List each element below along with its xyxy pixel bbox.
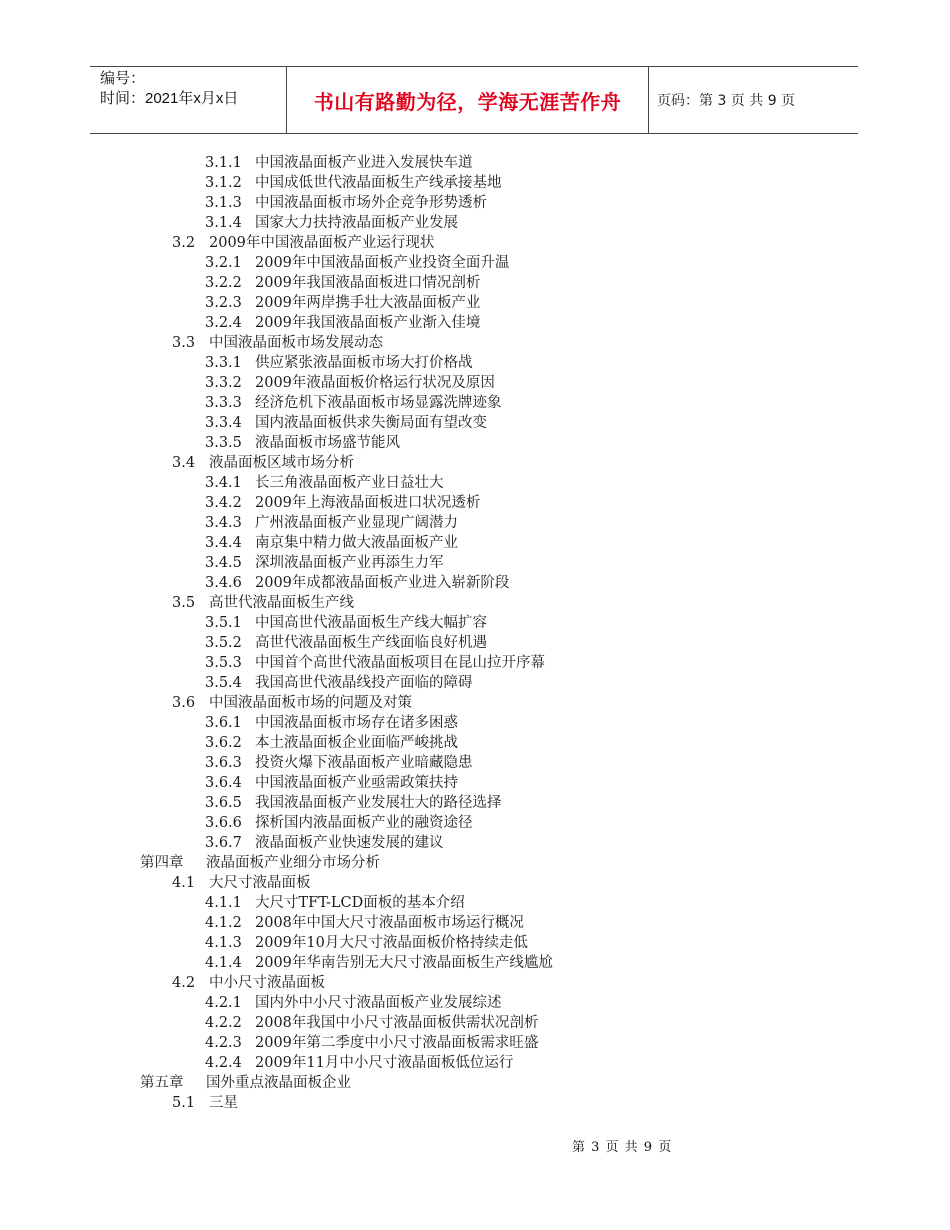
toc-entry-number: 4.2.3 bbox=[205, 1035, 242, 1051]
toc-entry-number: 3.6 bbox=[172, 695, 196, 711]
toc-entry bbox=[0, 353, 950, 373]
toc-entry bbox=[0, 1093, 950, 1113]
toc-entry-number: 3.1.4 bbox=[205, 215, 242, 231]
toc-entry-title: 2009年11月中小尺寸液晶面板低位运行 bbox=[255, 1055, 514, 1071]
toc-entry bbox=[0, 893, 950, 913]
toc-entry bbox=[0, 733, 950, 753]
toc-entry bbox=[0, 1013, 950, 1033]
toc-entry-number: 3.3 bbox=[172, 335, 196, 351]
toc-entry bbox=[0, 493, 950, 513]
toc-entry bbox=[0, 833, 950, 853]
toc-entry-title: 中国液晶面板市场外企竞争形势透析 bbox=[255, 195, 487, 211]
toc-entry-title: 中国液晶面板产业亟需政策扶持 bbox=[255, 775, 458, 791]
toc-entry bbox=[0, 593, 950, 613]
toc-entry bbox=[0, 1073, 950, 1093]
toc-entry-title: 2009年华南告别无大尺寸液晶面板生产线尴尬 bbox=[255, 955, 553, 971]
toc-entry bbox=[0, 293, 950, 313]
toc-entry-title: 2009年第二季度中小尺寸液晶面板需求旺盛 bbox=[255, 1035, 539, 1051]
toc-entry-number: 3.6.4 bbox=[205, 775, 242, 791]
toc-entry bbox=[0, 713, 950, 733]
toc-entry-number: 3.3.4 bbox=[205, 415, 242, 431]
toc-entry bbox=[0, 1053, 950, 1073]
code-label: 编号： bbox=[100, 70, 146, 87]
toc-entry-title: 本土液晶面板企业面临严峻挑战 bbox=[255, 735, 458, 751]
toc-entry-title: 投资火爆下液晶面板产业暗藏隐患 bbox=[255, 755, 473, 771]
toc-entry bbox=[0, 993, 950, 1013]
toc-entry-title: 2009年10月大尺寸液晶面板价格持续走低 bbox=[255, 935, 528, 951]
toc-entry-title: 南京集中精力做大液晶面板产业 bbox=[255, 535, 458, 551]
toc-entry-number: 第五章 bbox=[140, 1075, 184, 1091]
toc-entry bbox=[0, 333, 950, 353]
header-motto-cell bbox=[286, 67, 649, 133]
toc-entry-number: 4.2.1 bbox=[205, 995, 242, 1011]
toc-entry bbox=[0, 393, 950, 413]
toc-entry bbox=[0, 573, 950, 593]
toc-entry-title: 2009年中国液晶面板产业投资全面升温 bbox=[255, 255, 510, 271]
toc-entry-number: 4.2.4 bbox=[205, 1055, 242, 1071]
toc-entry-number: 3.6.3 bbox=[205, 755, 242, 771]
toc-entry bbox=[0, 813, 950, 833]
toc-entry bbox=[0, 453, 950, 473]
toc-entry-number: 3.4.5 bbox=[205, 555, 242, 571]
toc-entry bbox=[0, 413, 950, 433]
toc-entry bbox=[0, 473, 950, 493]
toc-entry-title: 2009年两岸携手壮大液晶面板产业 bbox=[255, 295, 481, 311]
toc-entry bbox=[0, 693, 950, 713]
toc-entry-title: 大尺寸TFT-LCD面板的基本介绍 bbox=[255, 895, 465, 911]
toc-entry-number: 4.1.4 bbox=[205, 955, 242, 971]
toc-entry-title: 液晶面板产业细分市场分析 bbox=[206, 855, 380, 871]
toc-entry-number: 3.6.5 bbox=[205, 795, 242, 811]
toc-entry-title: 中国液晶面板产业进入发展快车道 bbox=[255, 155, 473, 171]
toc-entry bbox=[0, 193, 950, 213]
toc-entry-title: 广州液晶面板产业显现广阔潜力 bbox=[255, 515, 458, 531]
toc-entry bbox=[0, 853, 950, 873]
toc-entry bbox=[0, 1033, 950, 1053]
page-number-label: 页码：第 3 页 共 9 页 bbox=[657, 93, 796, 109]
toc-entry bbox=[0, 753, 950, 773]
toc-entry-number: 3.2.3 bbox=[205, 295, 242, 311]
toc-entry-title: 大尺寸液晶面板 bbox=[209, 875, 311, 891]
toc-entry-title: 三星 bbox=[209, 1095, 238, 1111]
toc-entry-title: 国家大力扶持液晶面板产业发展 bbox=[255, 215, 458, 231]
toc-entry-title: 我国液晶面板产业发展壮大的路径选择 bbox=[255, 795, 502, 811]
toc-entry bbox=[0, 513, 950, 533]
toc-entry bbox=[0, 653, 950, 673]
toc-entry bbox=[0, 953, 950, 973]
toc-entry bbox=[0, 613, 950, 633]
toc-entry bbox=[0, 153, 950, 173]
toc-entry-title: 中国液晶面板市场存在诸多困惑 bbox=[255, 715, 458, 731]
toc-entry bbox=[0, 973, 950, 993]
toc-entry-number: 3.3.3 bbox=[205, 395, 242, 411]
toc-entry bbox=[0, 233, 950, 253]
toc-entry bbox=[0, 553, 950, 573]
toc-entry-title: 液晶面板市场盛节能风 bbox=[255, 435, 400, 451]
toc-entry-number: 3.2 bbox=[172, 235, 196, 251]
toc-entry-number: 4.1 bbox=[172, 875, 196, 891]
header-meta bbox=[90, 67, 286, 133]
toc-entry-title: 液晶面板区域市场分析 bbox=[209, 455, 354, 471]
toc-entry-title: 探析国内液晶面板产业的融资途径 bbox=[255, 815, 473, 831]
toc-entry-title: 国内液晶面板供求失衡局面有望改变 bbox=[255, 415, 487, 431]
toc-entry bbox=[0, 433, 950, 453]
toc-entry-title: 2008年我国中小尺寸液晶面板供需状况剖析 bbox=[255, 1015, 539, 1031]
toc-entry-number: 4.1.1 bbox=[205, 895, 242, 911]
toc-entry-number: 3.5 bbox=[172, 595, 196, 611]
toc-entry-number: 3.3.5 bbox=[205, 435, 242, 451]
toc-entry bbox=[0, 313, 950, 333]
toc-entry-title: 2009年液晶面板价格运行状况及原因 bbox=[255, 375, 495, 391]
toc-entry-title: 国外重点液晶面板企业 bbox=[206, 1075, 351, 1091]
toc-entry bbox=[0, 633, 950, 653]
toc-entry-title: 中国液晶面板市场的问题及对策 bbox=[209, 695, 412, 711]
toc-entry-number: 4.1.2 bbox=[205, 915, 242, 931]
toc-entry-title: 我国高世代液晶线投产面临的障碍 bbox=[255, 675, 473, 691]
toc-entry-title: 2009年中国液晶面板产业运行现状 bbox=[209, 235, 435, 251]
toc-entry bbox=[0, 673, 950, 693]
toc-entry-number: 3.3.2 bbox=[205, 375, 242, 391]
toc-entry-number: 3.5.4 bbox=[205, 675, 242, 691]
header-page-cell bbox=[649, 67, 858, 133]
toc-entry-number: 3.1.1 bbox=[205, 155, 242, 171]
toc-entry-number: 3.2.1 bbox=[205, 255, 242, 271]
toc-entry bbox=[0, 273, 950, 293]
toc-entry-title: 中国成低世代液晶面板生产线承接基地 bbox=[255, 175, 502, 191]
toc-entry-title: 2009年成都液晶面板产业进入崭新阶段 bbox=[255, 575, 510, 591]
toc-entry-title: 2009年我国液晶面板产业渐入佳境 bbox=[255, 315, 481, 331]
toc-entry-title: 2009年我国液晶面板进口情况剖析 bbox=[255, 275, 481, 291]
toc-entry-number: 3.2.4 bbox=[205, 315, 242, 331]
toc-entry-number: 3.1.3 bbox=[205, 195, 242, 211]
toc-entry-number: 3.6.2 bbox=[205, 735, 242, 751]
toc-entry bbox=[0, 373, 950, 393]
toc-entry-number: 4.1.3 bbox=[205, 935, 242, 951]
toc-entry-number: 3.4 bbox=[172, 455, 196, 471]
toc-entry bbox=[0, 533, 950, 553]
toc-entry-number: 3.4.1 bbox=[205, 475, 242, 491]
toc-entry-title: 中国液晶面板市场发展动态 bbox=[209, 335, 383, 351]
toc-entry-title: 国内外中小尺寸液晶面板产业发展综述 bbox=[255, 995, 502, 1011]
toc-entry-title: 2008年中国大尺寸液晶面板市场运行概况 bbox=[255, 915, 524, 931]
toc-entry-title: 长三角液晶面板产业日益壮大 bbox=[255, 475, 444, 491]
toc-entry-number: 3.4.6 bbox=[205, 575, 242, 591]
toc-entry bbox=[0, 793, 950, 813]
motto-text: 书山有路勤为径，学海无涯苦作舟 bbox=[313, 89, 622, 114]
toc-entry bbox=[0, 253, 950, 273]
toc-entry bbox=[0, 913, 950, 933]
toc-entry-number: 3.6.1 bbox=[205, 715, 242, 731]
toc-entry-number: 3.5.2 bbox=[205, 635, 242, 651]
toc-entry-number: 3.4.3 bbox=[205, 515, 242, 531]
table-of-contents bbox=[0, 153, 950, 1113]
toc-entry-number: 第四章 bbox=[140, 855, 184, 871]
toc-entry-title: 中国高世代液晶面板生产线大幅扩容 bbox=[255, 615, 487, 631]
toc-entry-title: 深圳液晶面板产业再添生力军 bbox=[255, 555, 444, 571]
toc-entry-number: 3.3.1 bbox=[205, 355, 242, 371]
toc-entry-number: 3.2.2 bbox=[205, 275, 242, 291]
toc-entry-number: 4.2 bbox=[172, 975, 196, 991]
toc-entry-number: 3.1.2 bbox=[205, 175, 242, 191]
toc-entry-title: 中国首个高世代液晶面板项目在昆山拉开序幕 bbox=[255, 655, 545, 671]
toc-entry bbox=[0, 173, 950, 193]
toc-entry-number: 3.6.7 bbox=[205, 835, 242, 851]
toc-entry bbox=[0, 933, 950, 953]
toc-entry-number: 3.4.2 bbox=[205, 495, 242, 511]
toc-entry-title: 2009年上海液晶面板进口状况透析 bbox=[255, 495, 481, 511]
toc-entry-title: 高世代液晶面板生产线 bbox=[209, 595, 354, 611]
toc-entry-number: 3.4.4 bbox=[205, 535, 242, 551]
toc-entry-number: 3.5.1 bbox=[205, 615, 242, 631]
toc-entry-title: 液晶面板产业快速发展的建议 bbox=[255, 835, 444, 851]
page-footer: 第 3 页 共 9 页 bbox=[572, 1140, 673, 1155]
toc-entry bbox=[0, 873, 950, 893]
toc-entry-number: 3.5.3 bbox=[205, 655, 242, 671]
toc-entry-title: 供应紧张液晶面板市场大打价格战 bbox=[255, 355, 473, 371]
toc-entry-title: 中小尺寸液晶面板 bbox=[209, 975, 325, 991]
toc-entry-number: 3.6.6 bbox=[205, 815, 242, 831]
toc-entry-title: 高世代液晶面板生产线面临良好机遇 bbox=[255, 635, 487, 651]
toc-entry-number: 5.1 bbox=[172, 1095, 196, 1111]
time-label: 时间：2021年x月x日 bbox=[100, 90, 239, 107]
toc-entry-title: 经济危机下液晶面板市场显露洗牌迹象 bbox=[255, 395, 502, 411]
toc-entry-number: 4.2.2 bbox=[205, 1015, 242, 1031]
page-header bbox=[90, 66, 858, 134]
toc-entry bbox=[0, 213, 950, 233]
toc-entry bbox=[0, 773, 950, 793]
